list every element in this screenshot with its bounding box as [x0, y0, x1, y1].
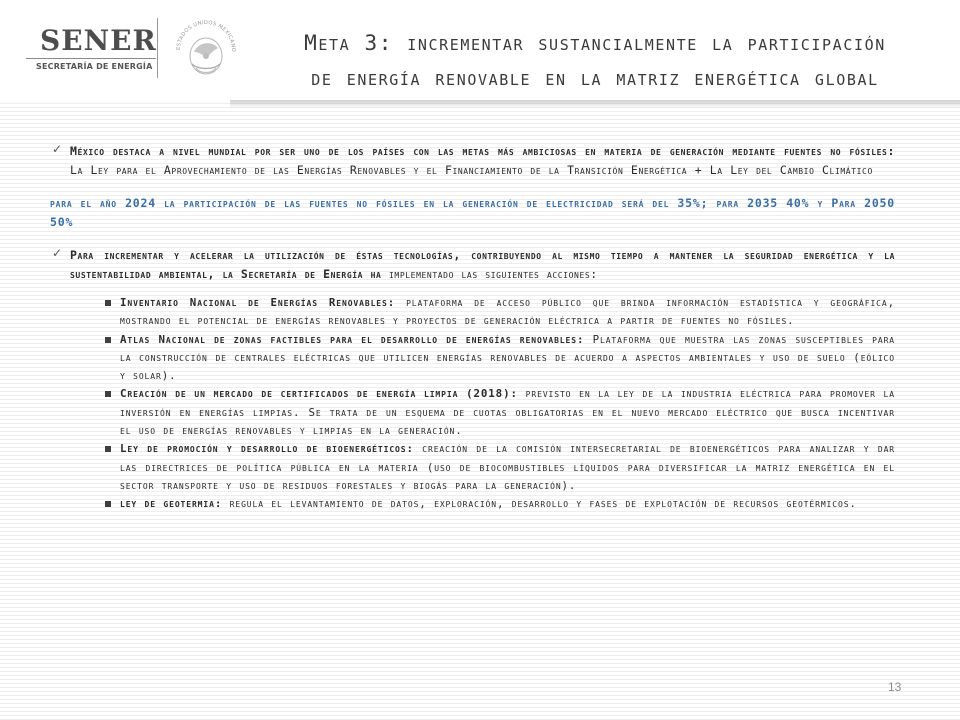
list-item — [50, 294, 895, 331]
bullet-square-icon — [105, 391, 111, 397]
action-title: Atlas Nacional de zonas factibles para el desarrollo de energías renovables: — [120, 332, 585, 346]
content — [50, 142, 895, 514]
action-text: Plataforma que muestra las zonas susceptibles para la construcción de centrales eléctricas que utilicen energías renovables de acuerdo a aspectos ambientales y uso de suelo (eólico y solar). — [120, 332, 895, 383]
action-title: Inventario Nacional de Energías Renovables: — [120, 296, 396, 309]
bullet-square-icon — [105, 446, 111, 452]
title-line-2: de energía renovable en la matriz energética global — [311, 66, 879, 90]
title-line-1: Meta 3: incrementar sustancialmente la participación — [304, 31, 886, 55]
action-text: plataforma de acceso público que brinda información estadística y geográfica, mostrando el potencial de energías renovables y proyectos de generación eléctrica a partir de fuentes no fósiles. — [120, 296, 895, 328]
page-title — [245, 26, 945, 96]
header-shadow — [230, 100, 960, 108]
actions-list — [50, 294, 895, 514]
actions-intro-paragraph — [70, 246, 895, 284]
list-item — [50, 495, 895, 513]
bullet-square-icon — [105, 300, 111, 306]
targets-highlight: para el año 2024 la participación de las fuentes no fósiles en la generación de electricidad será del 35%; para 2035 40% y Para 2050 50% — [50, 196, 895, 229]
intro-strong: México destaca a nivel mundial por ser uno de los países con las metas más ambiciosas en materia de generación mediante fuentes no fósiles: — [70, 144, 895, 158]
intro-item — [50, 142, 895, 180]
check-icon: ✓ — [52, 142, 63, 156]
action-title: ley de geotermia: — [120, 497, 223, 511]
list-item — [50, 331, 895, 386]
actions-intro-item — [50, 246, 895, 284]
page-number: 13 — [888, 680, 902, 694]
action-text: previsto en la ley de la industria eléctrica para promover la inversión en energías limpias. Se trata de un esquema de cuotas obligatorias en el nuevo mercado eléctrico que busca incentivar el uso de energías renovables y limpias en la generación. — [120, 387, 895, 438]
action-text: creación de la comisión intersecretarial de bioenergéticos para analizar y dar las directrices de política pública en la materia (uso de biocombustibles líquidos para diversificar la matriz energética en el sector transporte y uso de residuos forestales y biogás para la generación). — [120, 442, 896, 492]
logo-word: SENER — [40, 24, 157, 57]
list-item — [50, 440, 895, 495]
check-icon: ✓ — [52, 246, 63, 260]
logo-subtitle: SECRETARÍA DE ENERGÍA — [36, 62, 153, 71]
sener-logo — [26, 26, 156, 76]
action-text: regula el levantamiento de datos, exploración, desarrollo y fases de explotación de recursos geotérmicos. — [229, 497, 857, 511]
bullet-square-icon — [105, 501, 111, 507]
coat-of-arms-icon — [172, 12, 240, 84]
intro-rest: La Ley para el Aprovechamiento de las Energías Renovables y el Financiamiento de la Transición Energética + La Ley del Cambio Climático — [70, 163, 873, 177]
list-item — [50, 385, 895, 440]
action-title: Creación de un mercado de certificados de energía limpia (2018): — [120, 387, 518, 401]
logo-rule — [26, 58, 156, 59]
logo-separator — [157, 18, 158, 78]
actions-intro-strong: Para incrementar y acelerar la utilización de éstas tecnologías, contribuyendo al mismo tiempo a mantener la seguridad energética y la sustentabilidad ambiental, la Secretaría de Energía ha — [70, 248, 895, 281]
seal-text: ESTADOS UNIDOS MEXICANO — [175, 19, 237, 53]
actions-intro-rest: implementado las siguientes acciones: — [388, 267, 598, 281]
bullet-square-icon — [105, 337, 111, 343]
header — [0, 0, 960, 100]
action-title: Ley de promoción y desarrollo de bioenergéticos: — [120, 442, 414, 456]
intro-paragraph — [70, 142, 895, 180]
